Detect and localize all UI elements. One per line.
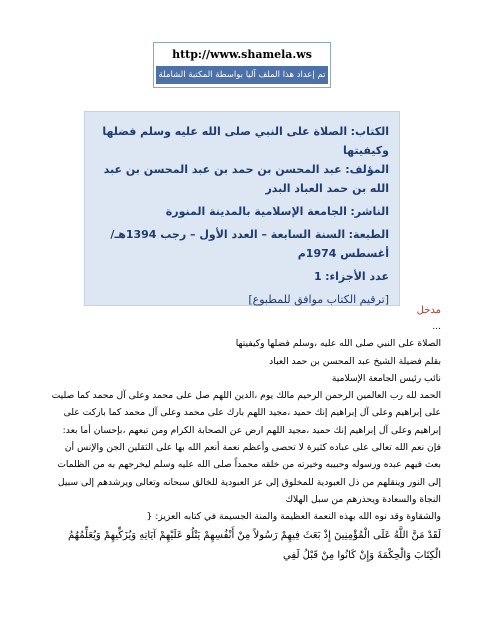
parts-label: عدد الأجزاء: bbox=[325, 270, 389, 283]
book-title: الصلاة على النبي صلى الله عليه وسلم فضلها وكيفيتها bbox=[102, 125, 389, 157]
text-paragraph: الحمد لله رب العالمين الرحمن الرحيم مالك يوم ،الدين اللهم صل على محمد وعلى آل محمد كما صليت على إبراهيم وعلى آل إبراهيم إنك حميد ،مجيد اللهم بارك على محمد وعلى آل محمد كما باركت على إبراهيم وعلى آل إبراهيم إنك حميد ،مجيد اللهم ارض عن الصحابة الكرام ومن تبعهم ،بإحسان أما بعد: bbox=[51, 390, 441, 436]
text-line: الصلاة على النبي صلى الله عليه ،وسلم فضلها وكيفيتها bbox=[235, 338, 441, 350]
site-url[interactable]: http://www.shamela.ws bbox=[172, 48, 312, 61]
publisher-name: الجامعة الإسلامية بالمدينة المنورة bbox=[165, 205, 347, 218]
publisher-line bbox=[93, 202, 389, 221]
generation-banner: تم إعداد هذا الملف آليا بواسطة المكتبة الشاملة bbox=[156, 66, 328, 84]
author-line bbox=[93, 160, 389, 198]
book-title-line bbox=[93, 122, 389, 160]
edition-label: الطبعة: bbox=[348, 228, 389, 241]
edition-line bbox=[93, 225, 389, 263]
text-line: والشقاوة وقد نوه الله بهذه النعمة العظيمة والمنة الجسيمة في كتابه العزيز: { bbox=[146, 511, 441, 523]
text-line: بقلم فضيلة الشيخ عبد المحسن بن حمد العباد bbox=[269, 355, 441, 367]
book-metadata-panel bbox=[84, 111, 400, 306]
text-paragraph: فإن نعم الله تعالى على عباده كثيرة لا تحصى وأعظم نعمة أنعم الله بها على الثقلين الجن والإنس أن بعث فيهم عبده ورسوله وحبيبه وخيرته من خلقه محمداً صلى الله عليه وسلم ليخرجهم به من الظلمات إلى النور وينقلهم من ذل العبودية للمخلوق إلى عز العبودية للخالق سبحانه وتعالى ويرشدهم إلى سبيل النجاة والسعادة ويحذرهم من سبل الهلاك bbox=[57, 442, 441, 505]
edition-value: السنة السابعة – العدد الأول – رجب 1394هـ/ أغسطس 1974م bbox=[110, 228, 389, 260]
author-label: المؤلف: bbox=[345, 163, 389, 176]
book-metadata bbox=[93, 122, 389, 306]
quran-verse: لَقَدْ مَنَّ اللَّهُ عَلَى الْمُؤْمِنِينَ إِذْ بَعَثَ فِيهِمْ رَسُولاً مِنْ أَنْفُسِهِمْ يَتْلُو عَلَيْهِمْ آيَاتِهِ وَيُزَكِّيهِمْ وَيُعَلِّمُهُمُ الْكِتَابَ وَالْحِكْمَةَ وَإِنْ كَانُوا مِنْ قَبْلُ لَفِي bbox=[67, 529, 441, 561]
book-label: الكتاب: bbox=[350, 125, 389, 138]
publisher-label: الناشر: bbox=[350, 205, 389, 218]
parts-value: 1 bbox=[313, 270, 322, 283]
section-title: مدخل bbox=[416, 305, 441, 316]
header-box bbox=[153, 42, 331, 88]
parts-line bbox=[93, 267, 389, 286]
ellipsis-line: ... bbox=[432, 321, 441, 332]
author-name: عبد المحسن بن حمد بن عبد المحسن بن عبد الله بن حمد العباد البدر bbox=[103, 163, 389, 195]
text-line: نائب رئيس الجامعة الإسلامية bbox=[331, 372, 441, 384]
numbering-note: [ترقيم الكتاب موافق للمطبوع] bbox=[248, 293, 389, 306]
main-content bbox=[46, 302, 441, 637]
